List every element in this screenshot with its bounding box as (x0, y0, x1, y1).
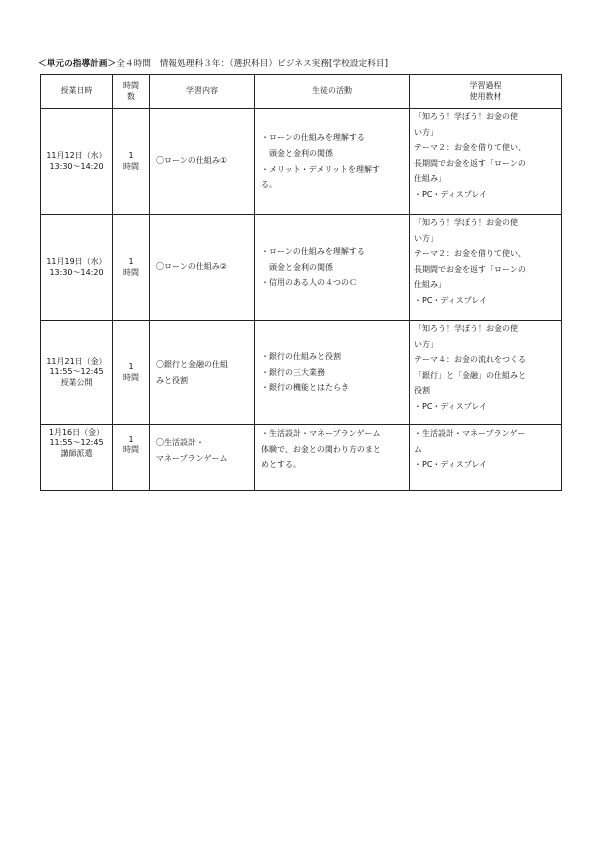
student-activities-cell: ・銀行の仕組みと役割 ・銀行の三大業務 ・銀行の機能とはたらき (255, 321, 410, 425)
header-content: 学習内容 (150, 75, 255, 109)
lesson-content-cell: 〇ローンの仕組み① (150, 109, 255, 215)
header-hours: 時間 数 (113, 75, 150, 109)
student-activities-cell: ・生活設計・マネープランゲーム 体験で、お金との関わり方のまと めとする。 (255, 425, 410, 491)
table-row (41, 109, 562, 215)
lesson-content-cell: 〇ローンの仕組み② (150, 215, 255, 321)
student-activities-cell: ・ローンの仕組みを理解する 頭金と金利の関係 ・信用のある人の４つのＣ (255, 215, 410, 321)
table-row (41, 215, 562, 321)
student-activities-cell: ・ローンの仕組みを理解する 頭金と金利の関係 ・メリット・デメリットを理解す る。 (255, 109, 410, 215)
unit-plan-table (40, 74, 562, 491)
lesson-hours-cell: 1 時間 (113, 321, 150, 425)
header-date: 授業日時 (41, 75, 113, 109)
lesson-hours-cell: 1 時間 (113, 215, 150, 321)
lesson-date-cell: 1月16日（金） 11:55～12:45 講師派遣 (41, 425, 113, 491)
lesson-date-cell: 11月21日（金） 11:55～12:45 授業公開 (41, 321, 113, 425)
header-activities: 生徒の活動 (255, 75, 410, 109)
table-header-row (41, 75, 562, 109)
materials-cell: 「知ろう！学ぼう！お金の使 い方」 テーマ２：お金を借りて使い、 長期間でお金を返す「ローンの 仕組み」 ・PC・ディスプレイ (410, 109, 562, 215)
lesson-hours-cell: 1 時間 (113, 109, 150, 215)
lesson-content-cell: 〇生活設計・ マネープランゲーム (150, 425, 255, 491)
heading-bracket-title: ＜単元の指導計画＞ (38, 59, 117, 69)
unit-plan-heading (38, 57, 388, 69)
lesson-hours-cell: 1 時間 (113, 425, 150, 491)
lesson-content-cell: 〇銀行と金融の仕組 みと役割 (150, 321, 255, 425)
table-row (41, 425, 562, 491)
header-process: 学習過程 使用教材 (410, 75, 562, 109)
table-row (41, 321, 562, 425)
materials-cell: 「知ろう！学ぼう！お金の使 い方」 テーマ４：お金の流れをつくる 「銀行」と「金融」の仕組みと 役割 ・PC・ディスプレイ (410, 321, 562, 425)
heading-course-info: 全４時間 情報処理科３年：（選択科目）ビジネス実務[学校設定科目] (116, 59, 389, 69)
materials-cell: 「知ろう！学ぼう！お金の使 い方」 テーマ２：お金を借りて使い、 長期間でお金を返す「ローンの 仕組み」 ・PC・ディスプレイ (410, 215, 562, 321)
materials-cell: ・生活設計・マネープランゲー ム ・PC・ディスプレイ (410, 425, 562, 491)
lesson-date-cell: 11月19日（水） 13:30～14:20 (41, 215, 113, 321)
lesson-date-cell: 11月12日（水） 13:30～14:20 (41, 109, 113, 215)
